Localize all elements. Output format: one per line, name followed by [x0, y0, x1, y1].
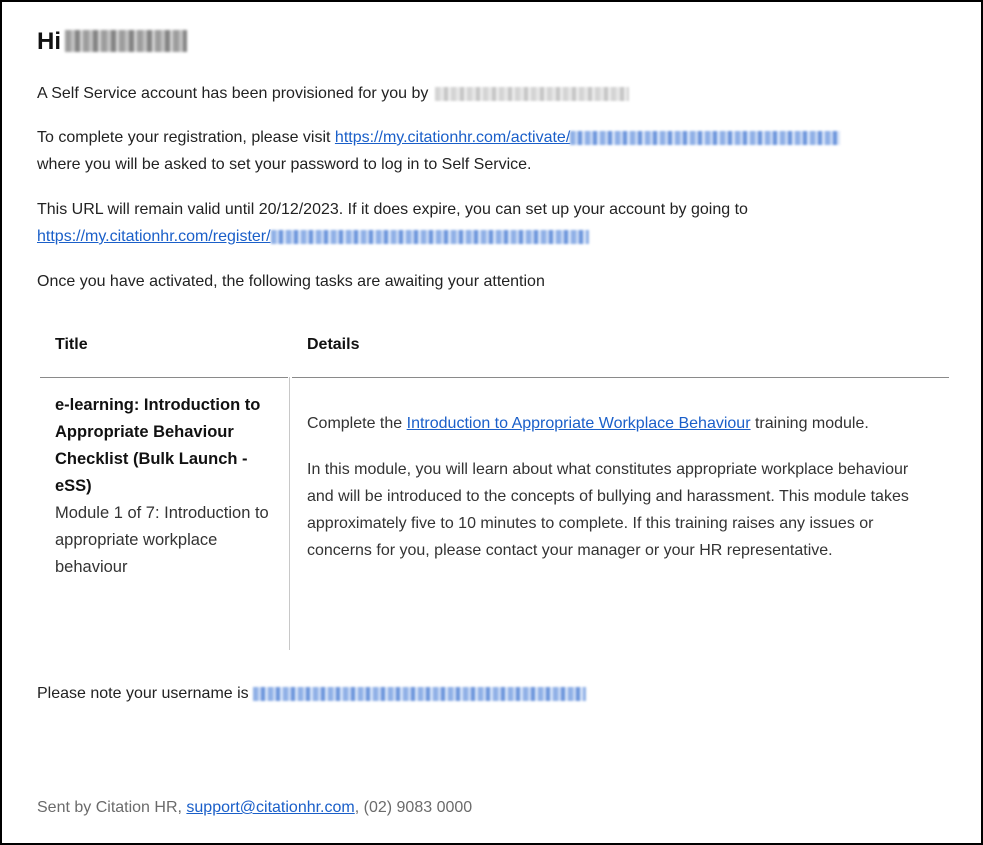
footer-phone: , (02) 9083 0000 — [354, 799, 473, 816]
task-details-cell — [307, 410, 927, 583]
tasks-intro — [37, 268, 545, 295]
provisioned-text: A Self Service account has been provisioned for you by — [37, 85, 429, 102]
registration-text: To complete your registration, please visit — [37, 129, 331, 146]
redacted-recipient-name — [65, 30, 187, 52]
registration-paragraph-line2 — [37, 151, 531, 178]
task-subtitle: Module 1 of 7: Introduction to appropriate workplace behaviour — [55, 504, 269, 576]
validity-paragraph — [37, 196, 748, 223]
username-text: Please note your username is — [37, 685, 249, 702]
header-divider-right — [292, 377, 949, 378]
username-email-link[interactable] — [253, 685, 586, 702]
redacted-username — [253, 687, 586, 701]
details-prefix: Complete the — [307, 415, 403, 432]
column-header-title: Title — [55, 336, 88, 353]
tasks-intro-text: Once you have activated, the following tasks are awaiting your attention — [37, 273, 545, 290]
task-details-body: In this module, you will learn about what constitutes appropriate workplace behaviour and will be introduced to the concepts of bullying and harassment. This module takes approximately five to 10 minutes to complete. If this training raises any issues or concerns for you, please contact your manager or your HR representative. — [307, 461, 909, 559]
registration-text-after: where you will be asked to set your password to log in to Self Service. — [37, 156, 532, 173]
greeting-heading — [37, 28, 187, 56]
activate-link[interactable] — [335, 129, 840, 146]
header-divider-left — [40, 377, 288, 378]
redacted-register-token — [271, 230, 589, 244]
task-title-cell — [55, 392, 280, 581]
details-suffix: training module. — [754, 415, 869, 432]
column-divider — [289, 377, 290, 650]
validity-text: This URL will remain valid until 20/12/2023. If it does expire, you can set up your account by going to — [37, 201, 748, 218]
register-link[interactable] — [37, 228, 589, 245]
email-footer — [37, 799, 472, 817]
provisioned-paragraph — [37, 80, 629, 107]
training-module-link[interactable]: Introduction to Appropriate Workplace Behaviour — [406, 415, 751, 432]
register-link-line — [37, 223, 589, 250]
redacted-company-name — [435, 87, 629, 101]
task-title: e-learning: Introduction to Appropriate Behaviour Checklist (Bulk Launch - eSS) — [55, 396, 261, 495]
registration-paragraph-line1 — [37, 124, 840, 151]
support-email-link[interactable]: support@citationhr.com — [186, 799, 355, 816]
column-header-details: Details — [307, 336, 360, 353]
greeting-prefix: Hi — [37, 28, 61, 55]
footer-sent-by: Sent by Citation HR, — [37, 799, 182, 816]
register-link-text: https://my.citationhr.com/register/ — [37, 228, 271, 245]
activate-link-text: https://my.citationhr.com/activate/ — [334, 129, 571, 146]
username-paragraph — [37, 680, 586, 707]
task-details-instruction — [307, 410, 927, 437]
redacted-activation-token — [570, 131, 840, 145]
